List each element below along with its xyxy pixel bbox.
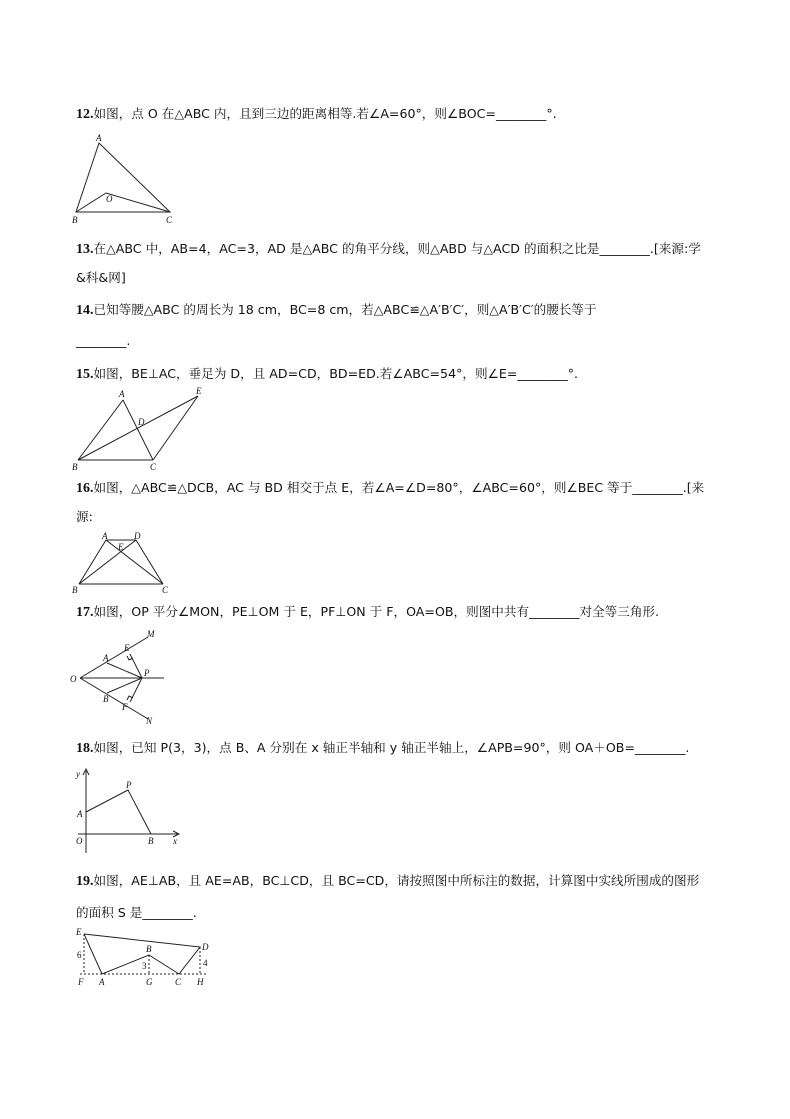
q17-segment-pa xyxy=(107,663,142,678)
q12-label-a: A xyxy=(96,133,102,143)
q19-label-d: D xyxy=(202,942,209,952)
q16-figure xyxy=(66,530,186,596)
q19-length-6: 6 xyxy=(77,950,82,960)
q17-label-e: E xyxy=(124,643,130,653)
q16-label-e: E xyxy=(118,542,124,552)
q16-label-b: B xyxy=(72,585,78,595)
q16-line-2: 源: xyxy=(76,509,93,524)
q12-number: 12. xyxy=(76,107,94,122)
q12-label-o: O xyxy=(106,194,113,204)
q15-label-c: C xyxy=(150,462,157,472)
q15-figure xyxy=(66,386,216,472)
q17-ray-on xyxy=(80,678,148,719)
q17-label-b: B xyxy=(103,694,109,704)
q18-label-y: y xyxy=(76,769,80,779)
q17-label-o: O xyxy=(70,674,77,684)
q15-label-e: E xyxy=(196,386,202,396)
q17-segment-pb xyxy=(107,678,142,693)
q12-segment-ob xyxy=(76,193,106,212)
q18-label-b: B xyxy=(148,836,154,846)
q19-label-b: B xyxy=(146,944,152,954)
q19-length-3: 3 xyxy=(142,961,147,971)
q17-ray-om xyxy=(80,637,148,678)
q17-text: 如图，OP 平分∠MON，PE⊥OM 于 E，PF⊥ON 于 F，OA=OB，则图中共有________对全等三角形. xyxy=(93,604,660,619)
q19-text: 如图，AE⊥AB，且 AE=AB，BC⊥CD，且 BC=CD，请按照图中所标注的数据，计算图中实线所围成的图形 xyxy=(93,873,700,888)
q19-line-1 xyxy=(76,873,699,890)
q17-label-m: M xyxy=(147,629,155,639)
q18-number: 18. xyxy=(76,741,94,756)
q15-segment-be xyxy=(78,396,198,460)
q17-line-1 xyxy=(76,604,659,621)
q16-segment-ac xyxy=(106,540,163,584)
q16-label-a: A xyxy=(102,531,108,541)
q16-number: 16. xyxy=(76,481,94,496)
q18-path-apb xyxy=(86,790,151,834)
q16-line-1 xyxy=(76,480,704,497)
q14-number: 14. xyxy=(76,303,94,318)
q18-text: 如图，已知 P(3，3)，点 B、A 分别在 x 轴正半轴和 y 轴正半轴上，∠APB=90°，则 OA＋OB=________. xyxy=(93,740,690,755)
q19-line-2: 的面积 S 是________. xyxy=(76,905,197,920)
q12-text: 如图，点 O 在△ABC 内，且到三边的距离相等.若∠A=60°，则∠BOC=________°. xyxy=(93,106,557,121)
q15-label-d: D xyxy=(138,417,145,427)
q19-label-a: A xyxy=(99,977,105,987)
q19-label-g: G xyxy=(146,977,153,987)
q12-triangle-figure xyxy=(66,132,186,228)
q17-label-a: A xyxy=(103,653,109,663)
q13-text: 在△ABC 中，AB=4，AC=3，AD 是△ABC 的角平分线，则△ABD 与△ACD 的面积之比是________.[来源:学 xyxy=(93,241,701,256)
q14-line-2: ________. xyxy=(76,333,131,348)
q14-text: 已知等腰△ABC 的周长为 18 cm，BC=8 cm，若△ABC≌△A′B′C′，则△A′B′C′的腰长等于 xyxy=(93,302,597,317)
q17-right-angle-f xyxy=(127,696,133,700)
q17-label-p: P xyxy=(144,668,150,678)
q16-label-c: C xyxy=(162,585,169,595)
q15-line-1 xyxy=(76,366,578,383)
q15-number: 15. xyxy=(76,367,94,382)
q18-coordinate-figure xyxy=(66,765,186,857)
q17-figure xyxy=(66,628,176,726)
q17-right-angle-e xyxy=(127,656,133,660)
q12-triangle-abc xyxy=(76,143,170,212)
q17-segment-pf xyxy=(130,678,142,702)
q19-number: 19. xyxy=(76,874,94,889)
q17-label-f: F xyxy=(122,702,128,712)
q12-label-b: B xyxy=(72,215,78,225)
q19-label-e: E xyxy=(76,927,82,937)
q16-text: 如图，△ABC≌△DCB，AC 与 BD 相交于点 E，若∠A=∠D=80°，∠ABC=60°，则∠BEC 等于________.[来 xyxy=(93,480,705,495)
q13-number: 13. xyxy=(76,242,94,257)
q15-label-a: A xyxy=(119,389,125,399)
q18-label-p: P xyxy=(126,780,132,790)
q15-label-b: B xyxy=(72,462,78,472)
q12-label-c: C xyxy=(166,215,173,225)
q16-label-d: D xyxy=(134,531,141,541)
q15-segment-ab xyxy=(78,400,123,460)
q18-label-x: x xyxy=(173,836,177,846)
q12-line-1 xyxy=(76,106,557,123)
q19-label-h: H xyxy=(197,977,204,987)
q19-label-c: C xyxy=(175,977,182,987)
q17-label-n: N xyxy=(146,716,153,726)
q14-line-1 xyxy=(76,302,597,319)
q13-line-2: &科&网] xyxy=(76,270,126,285)
q13-line-1 xyxy=(76,241,701,258)
q17-segment-pe xyxy=(130,654,142,678)
q19-length-4: 4 xyxy=(203,958,208,968)
q17-number: 17. xyxy=(76,605,94,620)
q15-segment-ce xyxy=(153,396,198,460)
q19-label-f: F xyxy=(78,977,84,987)
q18-label-o: O xyxy=(76,836,83,846)
q16-segment-bd xyxy=(79,540,136,584)
q16-segment-dc xyxy=(136,540,163,584)
q16-segment-ba xyxy=(79,540,106,584)
q15-segment-ac xyxy=(123,400,153,460)
q19-figure xyxy=(66,926,226,992)
q18-label-a: A xyxy=(77,809,83,819)
q15-text: 如图，BE⊥AC，垂足为 D，且 AD=CD，BD=ED.若∠ABC=54°，则∠E=________°. xyxy=(93,366,579,381)
q18-line-1 xyxy=(76,740,689,757)
